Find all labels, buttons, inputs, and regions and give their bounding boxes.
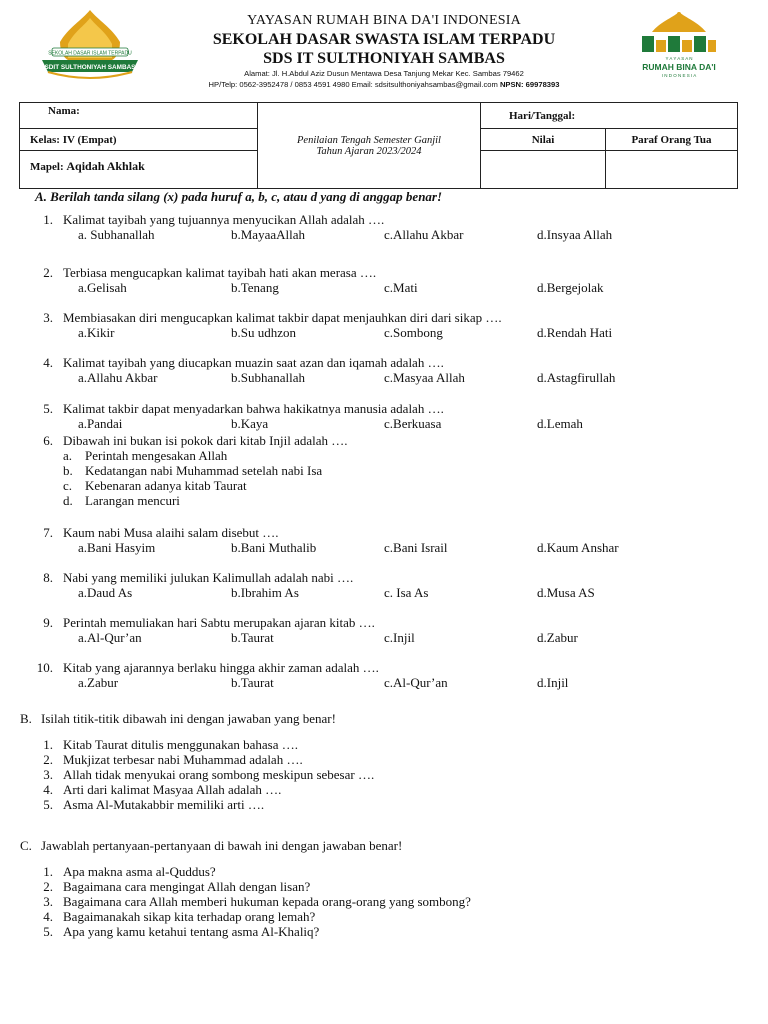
option-a[interactable]: a.Al-Qur’an	[78, 630, 142, 645]
option-a[interactable]: a.Kikir	[78, 325, 115, 340]
fill-in-item: Asma Al-Mutakabbir memiliki arti ….	[63, 797, 265, 812]
school-address: Alamat: Jl. H.Abdul Aziz Dusun Mentawa Desa Tanjung Mekar Kec. Sambas 79462	[244, 69, 524, 78]
essay-question: Apa yang kamu ketahui tentang asma Al-Khaliq?	[63, 924, 320, 939]
question-text: Kaum nabi Musa alaihi salam disebut ….	[63, 525, 279, 540]
option-a[interactable]: Perintah mengesakan Allah	[85, 448, 228, 463]
option-b[interactable]: b.Subhanallah	[231, 370, 306, 385]
class-field	[20, 129, 258, 151]
question-number: 3.	[43, 310, 53, 325]
section-a-title: A. Berilah tanda silang (x) pada huruf a, b, c, atau d yang di anggap benar!	[35, 189, 443, 204]
question-text: Dibawah ini bukan isi pokok dari kitab Injil adalah ….	[63, 433, 348, 448]
option-d[interactable]: d.Astagfirullah	[537, 370, 616, 385]
section-c-label: C.	[20, 838, 32, 853]
fill-in-item: Mukjizat terbesar nabi Muhammad adalah ….	[63, 752, 303, 767]
item-number: 5.	[43, 797, 53, 812]
item-number: 2.	[43, 752, 53, 767]
option-c[interactable]: c. Isa As	[384, 585, 429, 600]
option-c[interactable]: c.Injil	[384, 630, 415, 645]
option-c[interactable]: c.Masyaa Allah	[384, 370, 465, 385]
question-number: 6.	[43, 433, 53, 448]
option-c[interactable]: c.Sombong	[384, 325, 443, 340]
option-a[interactable]: a.Bani Hasyim	[78, 540, 156, 555]
question-number: 9.	[43, 615, 53, 630]
fill-in-item: Arti dari kalimat Masyaa Allah adalah ….	[63, 782, 282, 797]
option-b[interactable]: Kedatangan nabi Muhammad setelah nabi Isa	[85, 463, 323, 478]
option-d[interactable]: d.Insyaa Allah	[537, 227, 613, 242]
option-letter: c.	[63, 478, 73, 493]
academic-year: Tahun Ajaran 2023/2024	[316, 145, 422, 157]
option-c[interactable]: Kebenaran adanya kitab Taurat	[85, 478, 247, 493]
item-number: 3.	[43, 767, 53, 782]
option-d[interactable]: d.Bergejolak	[537, 280, 604, 295]
logo-right-line1: Y A Y A S A N	[665, 56, 693, 61]
option-a[interactable]: a.Gelisah	[78, 280, 127, 295]
parent-signature-box[interactable]	[606, 151, 738, 189]
option-b[interactable]: b.Tenang	[231, 280, 279, 295]
question-number: 7.	[43, 525, 53, 540]
exam-title: Penilaian Tengah Semester Ganjil	[297, 134, 441, 146]
option-b[interactable]: b.Bani Muthalib	[231, 540, 317, 555]
question-number: 1.	[43, 212, 53, 227]
item-number: 4.	[43, 782, 53, 797]
contact-text: HP/Telp: 0562-3952478 / 0853 4591 4980 Email: sdsitsulthoniyahsambas@gmail.com	[208, 80, 498, 89]
question-number: 5.	[43, 401, 53, 416]
class-label: Kelas: IV (Empat)	[30, 133, 117, 146]
option-d[interactable]: d.Kaum Anshar	[537, 540, 619, 555]
foundation-name: YAYASAN RUMAH BINA DA'I INDONESIA	[247, 13, 521, 28]
subject-field	[20, 151, 258, 189]
option-d[interactable]: d.Zabur	[537, 630, 578, 645]
essay-question: Bagaimana cara mengingat Allah dengan lisan?	[63, 879, 311, 894]
essay-question: Apa makna asma al-Quddus?	[63, 864, 216, 879]
question-text: Kalimat tayibah yang diucapkan muazin saat azan dan iqamah adalah ….	[63, 355, 444, 370]
logo-right-line3: I N D O N E S I A	[661, 73, 697, 78]
question-text: Terbiasa mengucapkan kalimat tayibah hati akan merasa ….	[63, 265, 377, 280]
logo-left-line1: SEKOLAH DASAR ISLAM TERPADU	[48, 50, 132, 57]
item-number: 1.	[43, 737, 53, 752]
question-number: 2.	[43, 265, 53, 280]
exam-title-cell	[258, 103, 481, 189]
name-label: Nama:	[48, 105, 80, 117]
score-header: Nilai	[481, 129, 606, 151]
question-text: Kalimat tayibah yang tujuannya menyucikan Allah adalah ….	[63, 212, 385, 227]
option-d[interactable]: d.Rendah Hati	[537, 325, 613, 340]
option-a[interactable]: a.Zabur	[78, 675, 119, 690]
option-b[interactable]: b.MayaaAllah	[231, 227, 306, 242]
option-d[interactable]: d.Lemah	[537, 416, 583, 431]
item-number: 2.	[43, 879, 53, 894]
item-number: 4.	[43, 909, 53, 924]
logo-right-line2: RUMAH BINA DA'I	[642, 62, 716, 72]
npsn: NPSN: 69978393	[499, 80, 560, 89]
subject-value: Aqidah Akhlak	[66, 159, 145, 173]
question-text: Membiasakan diri mengucapkan kalimat takbir dapat menjauhkan diri dari sikap ….	[63, 310, 502, 325]
option-letter: d.	[63, 493, 73, 508]
option-letter: b.	[63, 463, 73, 478]
section-c-title: Jawablah pertanyaan-pertanyaan di bawah ini dengan jawaban benar!	[41, 838, 403, 853]
school-type: SEKOLAH DASAR SWASTA ISLAM TERPADU	[212, 31, 556, 48]
item-number: 3.	[43, 894, 53, 909]
item-number: 1.	[43, 864, 53, 879]
option-a[interactable]: a.Daud As	[78, 585, 133, 600]
item-number: 5.	[43, 924, 53, 939]
option-b[interactable]: b.Kaya	[231, 416, 269, 431]
option-c[interactable]: c.Bani Israil	[384, 540, 448, 555]
date-field[interactable]	[481, 103, 738, 129]
logo-left-line2: SDIT SULTHONIYAH SAMBAS	[44, 64, 136, 71]
option-b[interactable]: b.Ibrahim As	[231, 585, 299, 600]
school-name: SDS IT SULTHONIYAH SAMBAS	[263, 50, 505, 67]
date-label: Hari/Tanggal:	[509, 109, 576, 122]
option-d[interactable]: d.Injil	[537, 675, 569, 690]
question-number: 4.	[43, 355, 53, 370]
parent-signature-header: Paraf Orang Tua	[606, 129, 738, 151]
question-text: Kalimat takbir dapat menyadarkan bahwa hakikatnya manusia adalah ….	[63, 401, 444, 416]
subject-label: Mapel:	[30, 161, 64, 173]
section-b-label: B.	[20, 711, 32, 726]
question-number: 8.	[43, 570, 53, 585]
essay-question: Bagaimanakah sikap kita terhadap orang lemah?	[63, 909, 316, 924]
option-a[interactable]: a.Pandai	[78, 416, 123, 431]
fill-in-item: Allah tidak menyukai orang sombong meskipun sebesar ….	[63, 767, 375, 782]
option-a[interactable]: a.Allahu Akbar	[78, 370, 158, 385]
option-c[interactable]: c.Al-Qur’an	[384, 675, 448, 690]
option-letter: a.	[63, 448, 73, 463]
foundation-logo	[634, 10, 724, 82]
name-field[interactable]	[20, 103, 258, 129]
essay-question: Bagaimana cara Allah memberi hukuman kepada orang-orang yang sombong?	[63, 894, 471, 909]
option-c[interactable]: c.Allahu Akbar	[384, 227, 464, 242]
question-text: Perintah memuliakan hari Sabtu merupakan ajaran kitab ….	[63, 615, 375, 630]
option-d[interactable]: Larangan mencuri	[85, 493, 180, 508]
option-d[interactable]: d.Musa AS	[537, 585, 595, 600]
student-info-table	[19, 102, 738, 189]
fill-in-item: Kitab Taurat ditulis menggunakan bahasa ….	[63, 737, 298, 752]
option-b[interactable]: b.Su udhzon	[231, 325, 296, 340]
option-b[interactable]: b.Taurat	[231, 630, 274, 645]
question-text: Nabi yang memiliki julukan Kalimullah adalah nabi ….	[63, 570, 354, 585]
section-b-title: Isilah titik-titik dibawah ini dengan jawaban yang benar!	[41, 711, 336, 726]
option-a[interactable]: a. Subhanallah	[78, 227, 155, 242]
score-box[interactable]	[481, 151, 606, 189]
question-number: 10.	[36, 660, 53, 675]
option-c[interactable]: c.Mati	[384, 280, 418, 295]
option-c[interactable]: c.Berkuasa	[384, 416, 442, 431]
question-text: Kitab yang ajarannya berlaku hingga akhir zaman adalah ….	[63, 660, 379, 675]
option-b[interactable]: b.Taurat	[231, 675, 274, 690]
